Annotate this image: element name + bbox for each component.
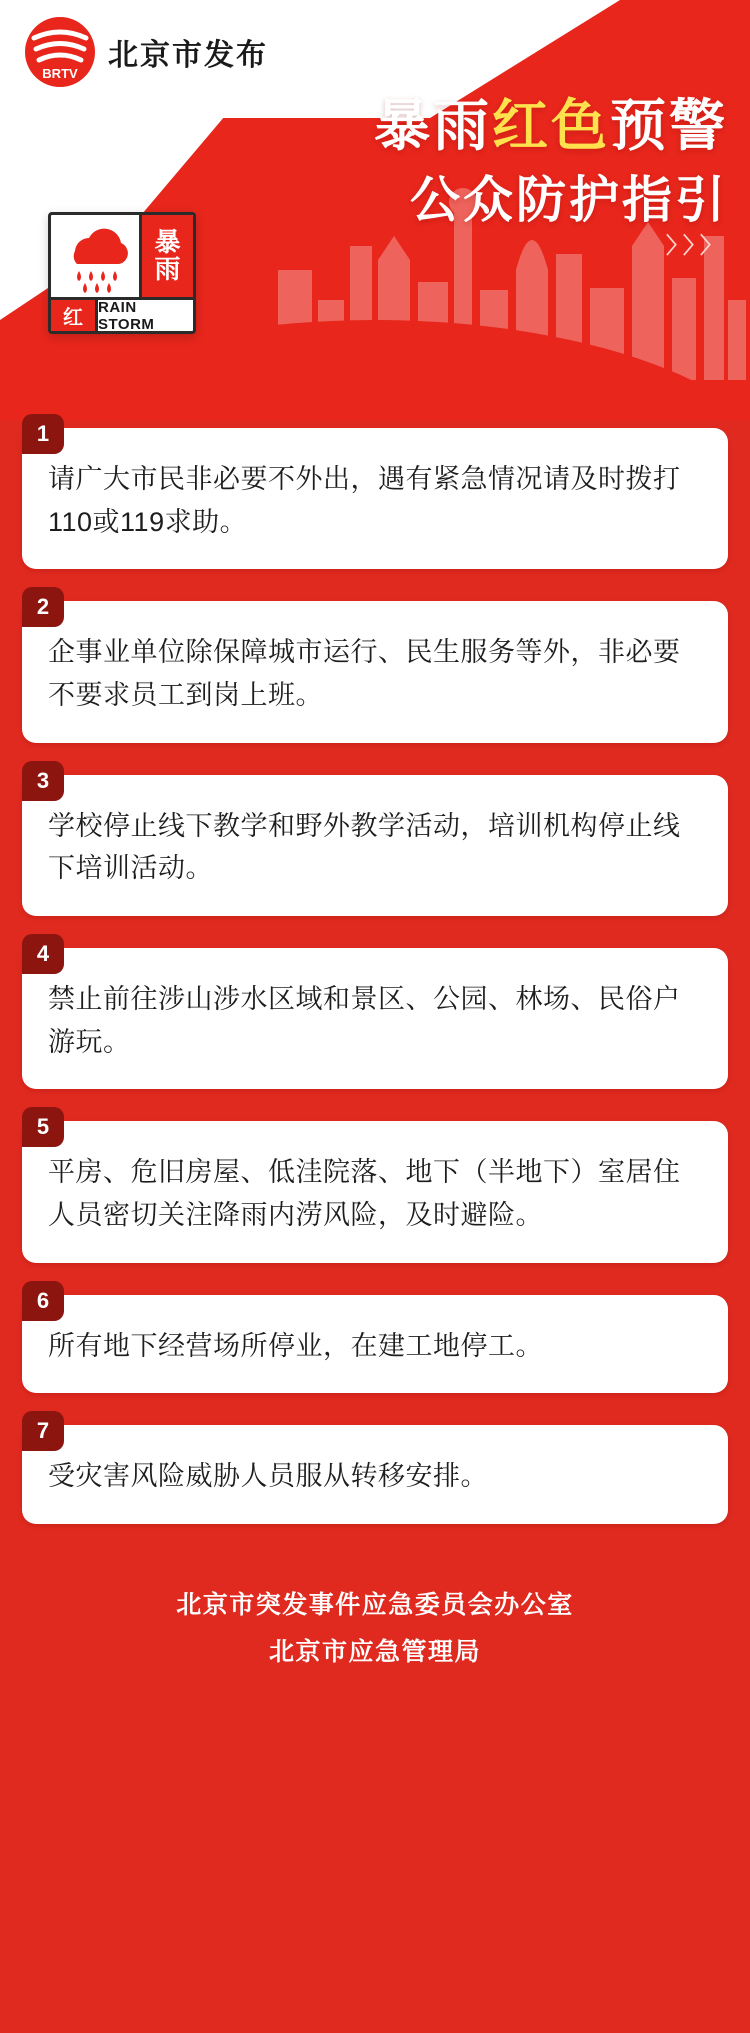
item-number-badge: 1 — [22, 414, 64, 454]
signal-english-label: RAIN STORM — [95, 300, 193, 331]
item-number-badge: 5 — [22, 1107, 64, 1147]
footer-line-2: 北京市应急管理局 — [268, 1638, 481, 1667]
brtv-logo-icon — [24, 16, 96, 88]
item-number-badge: 6 — [22, 1281, 64, 1321]
list-item — [22, 421, 728, 569]
signal-char-1: 暴 — [154, 226, 181, 257]
headline-block — [374, 95, 728, 258]
signal-top-row — [51, 215, 193, 297]
item-text: 禁止前往涉山涉水区域和景区、公园、林场、民俗户游玩。 — [48, 983, 681, 1057]
headline-line-1 — [374, 95, 728, 158]
item-text: 学校停止线下教学和野外教学活动，培训机构停止线下培训活动。 — [48, 810, 681, 884]
brand-block — [24, 16, 268, 88]
list-item — [22, 767, 728, 916]
headline-highlight: 红色 — [492, 94, 610, 157]
item-text: 受灾害风险威胁人员服从转移安排。 — [48, 1461, 488, 1492]
list-item — [22, 1114, 728, 1262]
headline-part-b: 预警 — [610, 94, 728, 157]
signal-chinese-label — [139, 215, 193, 297]
signal-bottom-row — [51, 297, 193, 331]
list-item — [22, 1287, 728, 1394]
item-number-badge: 2 — [22, 587, 64, 627]
rainstorm-red-warning-sign — [48, 212, 196, 334]
poster-header — [0, 0, 750, 420]
item-text: 平房、危旧房屋、低洼院落、地下（半地下）室居住人员密切关注降雨内涝风险，及时避险。 — [48, 1157, 681, 1230]
list-item — [22, 940, 728, 1089]
item-number-badge: 7 — [22, 1411, 64, 1451]
item-text: 请广大市民非必要不外出，遇有紧急情况请及时拨打110或119求助。 — [48, 464, 681, 537]
footer-line-1: 北京市突发事件应急委员会办公室 — [176, 1590, 574, 1619]
list-item — [22, 1418, 728, 1524]
chevron-right-icon: 〉〉〉 — [665, 232, 728, 258]
item-number-badge: 3 — [22, 761, 64, 801]
item-text: 企事业单位除保障城市运行、民生服务等外，非必要不要求员工到岗上班。 — [48, 637, 681, 710]
signal-level-label: 红 — [51, 300, 95, 331]
item-text: 所有地下经营场所停业，在建工地停工。 — [48, 1330, 543, 1361]
brand-title: 北京市发布 — [108, 39, 268, 72]
rain-cloud-icon — [51, 215, 139, 297]
guidance-list — [0, 420, 750, 1524]
headline-part-a: 暴雨 — [374, 94, 492, 157]
poster-footer — [0, 1556, 750, 1711]
signal-char-2: 雨 — [154, 254, 181, 284]
list-item — [22, 594, 728, 742]
headline-line-2: 公众防护指引 — [410, 171, 728, 228]
item-number-badge: 4 — [22, 934, 64, 974]
svg-text:BRTV: BRTV — [42, 66, 78, 81]
